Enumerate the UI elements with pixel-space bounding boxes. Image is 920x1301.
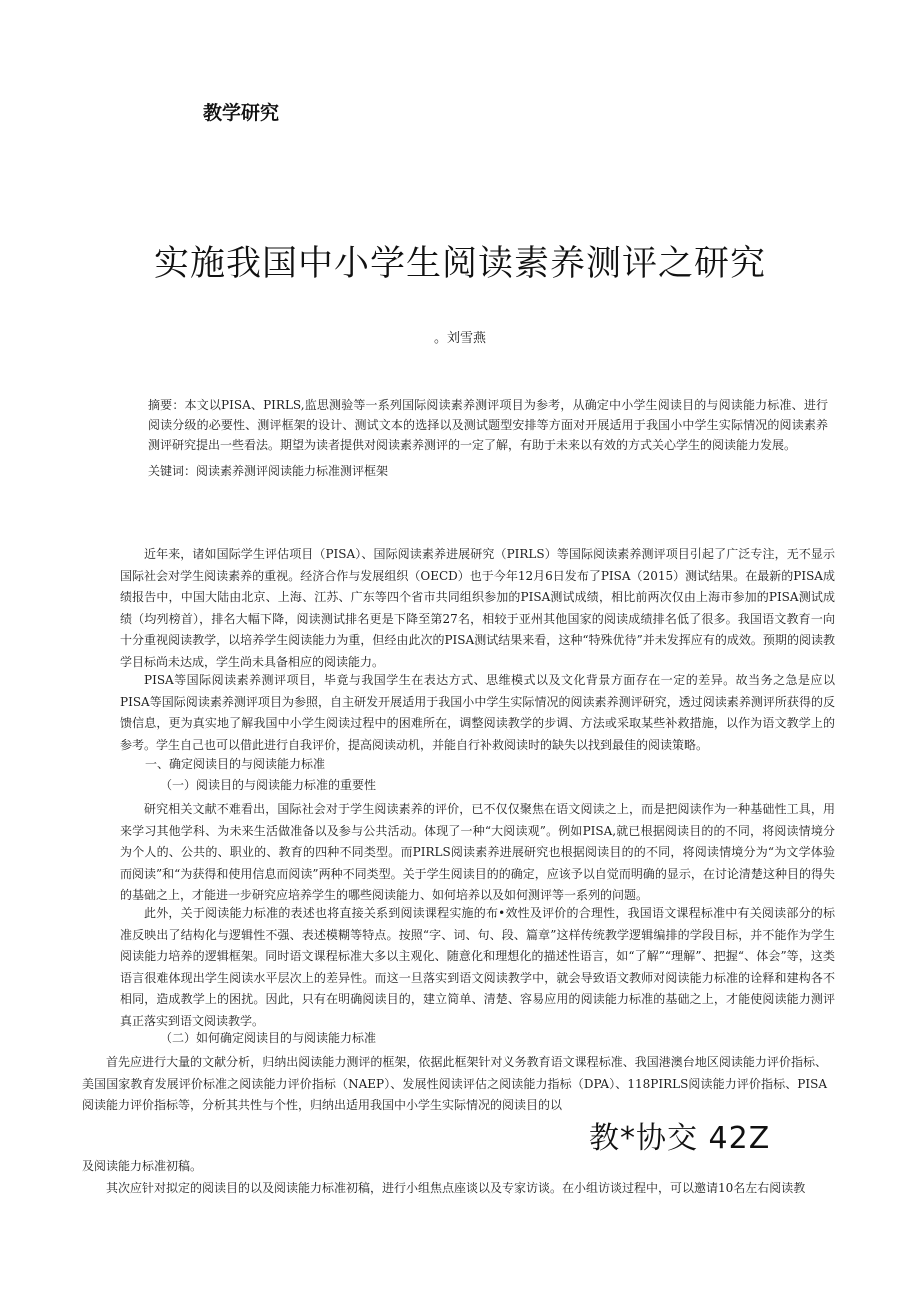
article-title: 实施我国中小学生阅读素养测评之研究 — [153, 244, 766, 284]
subsection-1-paragraph-1: 研究相关文献不难看出，国际社会对于学生阅读素养的评价，已不仅仅聚焦在语文阅读之上，而是把阅读作为一种基础性工具，用来学习其他学科、为未来生活做准备以及参与公共活动。体现了一种“大阅读观”。例如PISA,就已根据阅读目的的不同，将阅读情境分为个人的、公共的、职业的、教育的四种不同类型。而PIRLS阅读素养进展研究也根据阅读目的的不同，将阅读情境分为“为文学体验而阅读”和“为获得和使用信息而阅读”两种不同类型。关于学生阅读目的的确定，应该予以自觉而明确的显示，在讨论清楚这种目的得失的基础之上，才能进一步研究应培养学生的哪些阅读能力、如何培养以及如何测评等一系列的问题。 — [120, 802, 835, 902]
intro-paragraph-1: 近年来，诸如国际学生评估项目（PISA）、国际阅读素养进展研究（PIRLS）等国际阅读素养测评项目引起了广泛专注，无不显示国际社会对学生阅读素养的重视。经济合作与发展组织（OECD）也于今年12月6日发布了PISA（2015）测试结果。在最新的PISA成绩报告中，中国大陆由北京、上海、江苏、广东等四个省市共同组织参加的PISA测试成绩，相比前两次仅由上海市参加的PISA测试成绩（均列榜首），排名大幅下降，阅读测试排名更是下降至第27名，相较于亚州其他国家的阅读成绩排名低了很多。我国语文教育一向十分重视阅读教学，以培养学生阅读能力为重，但经由此次的PISA测试结果来看，这种“特殊优待”并未发挥应有的成效。预期的阅读教学目标尚未达成，学生尚未具备相应的阅读能力。 — [120, 547, 835, 669]
subsection-2-paragraph: 首先应进行大量的文献分析，归纳出阅读能力测评的框架，依据此框架针对义务教育语文课程标准、我国港澳台地区阅读能力评价指标、美国国家教育发展评价标准之阅读能力评价指标（NAEP）、发展性阅读评估之阅读能力指标（DPA）、118PIRLS阅读能力评价指标、PISA阅读能力评价指标等，分析其共性与个性，归纳出适用我国中小学生实际情况的阅读目的以 — [82, 1055, 827, 1112]
page-stamp: 教*协交 42Z — [589, 1121, 771, 1156]
continuation-line: 及阅读能力标准初稿。 — [82, 1159, 203, 1173]
subsection-1-paragraph-2: 此外，关于阅读能力标准的表述也将直接关系到阅读课程实施的布•效性及评价的合理性，我国语文课程标准中有关阅读部分的标准反映出了结构化与逻辑性不强、表述模糊等特点。按照“字、词、句、段、篇章”这样传统教学逻辑编排的学段目标，并不能作为学生阅读能力培养的逻辑框架。同时语文课程标准大多以主观化、随意化和理想化的描述性语言，如“了解”“理解”、把握“、体会”等，这类语言很难体现出学生阅读水平层次上的差异性。而这一旦落实到语文阅读教学中，就会导致语文教师对阅读能力标准的诠释和建构各不相同，造成教学上的困扰。因此，只有在明确阅读目的，建立简单、清楚、容易应用的阅读能力标准的基础之上，才能使阅读能力测评真正落实到语文阅读教学。 — [120, 906, 835, 1028]
keywords: 关键词：阅读素养测评阅读能力标准测评框架 — [148, 464, 389, 478]
subsection-1-heading: （一）阅读目的与阅读能力标准的重要性 — [160, 778, 377, 792]
intro-paragraph-2: PISA等国际阅读素养测评项目，毕竟与我国学生在表达方式、思维模式以及文化背景方面存在一定的差异。故当务之急是应以PISA等国际阅读素养测评项目为参照，自主研发开展适用于我国小中学生实际情况的阅读素养测评研究，透过阅读素养测评所获得的反馈信息，更为真实地了解我国中小学生阅读过程中的困难所在，调整阅读教学的步调、方法或采取某些补救措施，以作为语文教学上的参考。学生自己也可以借此进行自我评价，提高阅读动机，并能自行补救阅读时的缺失以找到最佳的阅读策略。 — [120, 673, 835, 752]
section-tag: 教学研究 — [203, 102, 280, 124]
next-paragraph-start: 其次应针对拟定的阅读目的以及阅读能力标准初稿，进行小组焦点座谈以及专家访谈。在小组访谈过程中，可以邀请10名左右阅读教 — [106, 1181, 806, 1195]
section-1-heading: 一、确定阅读目的与阅读能力标准 — [145, 757, 326, 771]
author: 。刘雪燕 — [433, 331, 486, 346]
abstract: 摘要：本文以PISA、PIRLS,监思测验等一系列国际阅读素养测评项目为参考，从确定中小学生阅读目的与阅读能力标准、进行阅读分级的必要性、测评框架的设计、测试文本的选择以及测试题型安排等方面对开展适用于我国小中学生实际情况的阅读素养测评研究提出一些看法。期望为读者提供对阅读素养测评的一定了解，有助于未来以有效的方式关心学生的阅读能力发展。 — [148, 398, 828, 452]
subsection-2-heading: （二）如何确定阅读目的与阅读能力标准 — [160, 1031, 377, 1045]
